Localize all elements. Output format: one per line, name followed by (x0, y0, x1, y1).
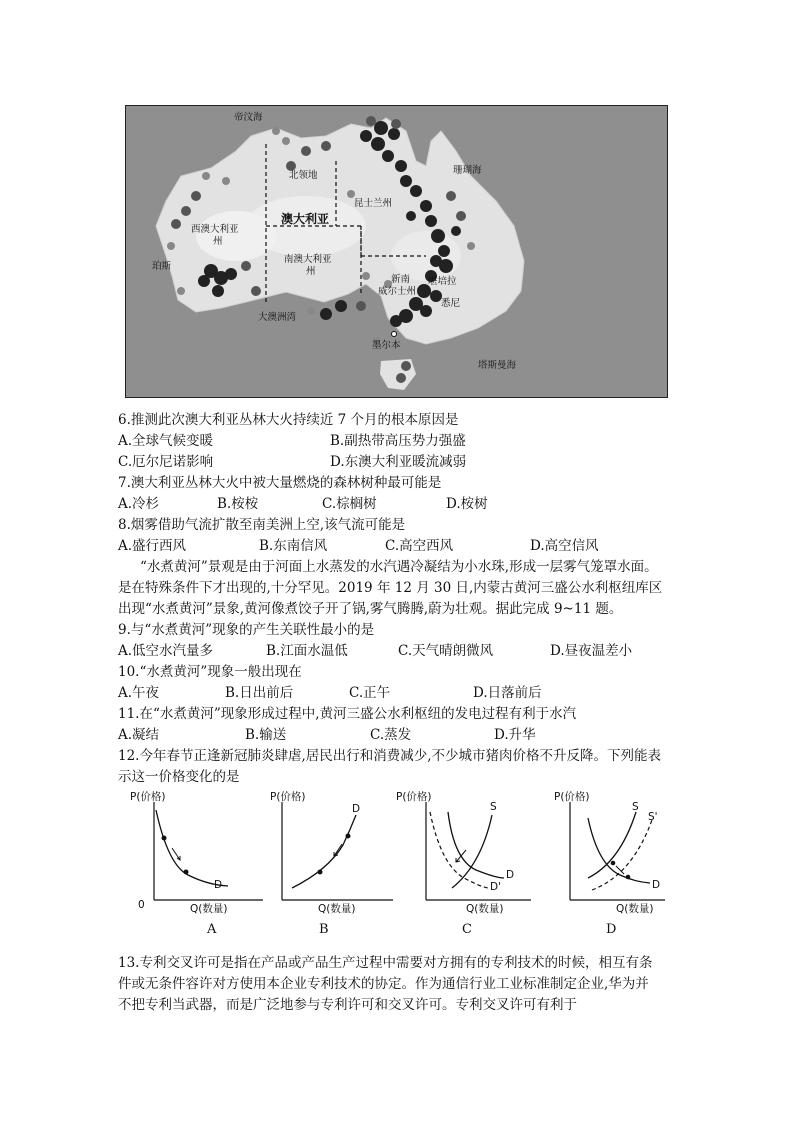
label-canberra: 堪培拉 (428, 276, 457, 287)
graph-d (540, 790, 680, 920)
graph-c-x-axis-label: Q(数量) (466, 903, 504, 915)
label-western-australia-2: 州 (213, 236, 223, 247)
q10-option-a: A.午夜 (118, 685, 160, 701)
graph-c (396, 790, 536, 920)
q10-option-b: B.日出前后 (225, 685, 294, 701)
graph-b-x-axis-label: Q(数量) (318, 903, 356, 915)
graph-d-x-axis-label: Q(数量) (616, 903, 654, 915)
graph-b-demand-curve (292, 815, 356, 888)
graph-c-caption: C (462, 922, 472, 937)
q8-stem: 8.烟雾借助气流扩散至南美洲上空,该气流可能是 (118, 517, 406, 533)
graph-c-d-prime-label: D' (490, 881, 501, 893)
graph-a-demand-curve (156, 810, 228, 886)
q8-option-a: A.盛行西风 (118, 538, 187, 554)
graph-b-y-axis-label: P(价格) (270, 791, 306, 803)
graph-a (128, 790, 268, 920)
q11-option-a: A.凝结 (118, 727, 160, 743)
q9-option-b: B.江面水温低 (266, 643, 348, 659)
q13-line-2: 件或无条件容许对方使用本企业专利技术的协定。作为通信行业工业标准制定企业,华为并 (118, 976, 649, 992)
q8-option-d: D.高空信风 (530, 538, 599, 554)
label-south-australia-2: 州 (306, 266, 316, 277)
passage-line-1: “水煮黄河”景观是由于河面上水蒸发的水汽遇冷凝结为小水珠,形成一层雾气笼罩水面。 (140, 559, 658, 575)
graph-b-caption: B (319, 922, 329, 937)
q9-stem: 9.与“水煮黄河”现象的产生关联性最小的是 (118, 622, 375, 638)
q7-option-d: D.桉树 (446, 496, 488, 512)
label-south-australia: 南澳大利亚 (284, 254, 332, 265)
q11-option-b: B.输送 (245, 727, 287, 743)
label-western-australia: 西澳大利亚 (191, 224, 239, 235)
q6-option-d: D.东澳大利亚暖流减弱 (330, 454, 467, 470)
graph-b-d-label: D (352, 803, 361, 815)
graph-a-y-axis-label: P(价格) (130, 791, 166, 803)
label-nsw-2: 威尔士州 (378, 286, 417, 297)
graph-c-demand-curve (448, 812, 504, 878)
graph-a-caption: A (207, 922, 217, 937)
q13-line-1: 13.专利交叉许可是指在产品或产品生产过程中需要对方拥有的专利技术的时候，相互有条 (118, 955, 653, 971)
graph-d-d-label: D (652, 879, 661, 891)
label-australia: 澳大利亚 (281, 212, 330, 226)
q7-option-a: A.冷杉 (118, 496, 160, 512)
australia-fire-map (125, 105, 668, 398)
q6-option-b: B.副热带高压势力强盛 (330, 433, 466, 449)
graph-b (268, 790, 408, 920)
q12-stem-line-2: 示这一价格变化的是 (118, 769, 240, 785)
q8-option-c: C.高空西风 (385, 538, 454, 554)
graph-c-y-axis-label: P(价格) (396, 791, 432, 803)
q7-stem: 7.澳大利亚丛林大火中被大量燃烧的森林树种最可能是 (118, 475, 442, 491)
q9-option-d: D.昼夜温差小 (550, 643, 633, 659)
q9-option-c: C.天气晴朗微风 (398, 643, 494, 659)
label-northern-territory: 北领地 (289, 170, 318, 181)
q8-option-b: B.东南信风 (259, 538, 328, 554)
graph-c-d-label: D (506, 869, 515, 881)
q13-line-3: 不把专利当武器，而是广泛地参与专利许可和交叉许可。专利交叉许可有利于 (118, 997, 577, 1013)
q10-stem: 10.“水煮黄河”现象一般出现在 (118, 664, 302, 680)
q6-option-a: A.全球气候变暖 (118, 433, 214, 449)
q9-option-a: A.低空水汽量多 (118, 643, 214, 659)
q11-option-d: D.升华 (494, 727, 536, 743)
q7-option-b: B.桉桉 (217, 496, 259, 512)
label-timor-sea: 帝汶海 (234, 112, 263, 123)
label-perth: 珀斯 (152, 261, 172, 272)
q10-option-c: C.正午 (349, 685, 391, 701)
q10-option-d: D.日落前后 (473, 685, 542, 701)
label-melbourne: 墨尔本 (372, 340, 401, 351)
graph-a-x-axis-label: Q(数量) (190, 903, 228, 915)
graph-c-s-label: S (490, 801, 497, 813)
label-queensland: 昆士兰州 (354, 198, 393, 209)
graph-d-s-prime-label: S' (648, 811, 658, 823)
label-tasman-sea: 塔斯曼海 (478, 360, 517, 371)
graph-c-demand-curve-shifted (430, 812, 488, 888)
label-nsw: 新南 (391, 274, 411, 285)
australia-map-graphic (126, 106, 667, 397)
q12-stem-line-1: 12.今年春节正逢新冠肺炎肆虐,居民出行和消费减少,不少城市猪肉价格不升反降。下列能表 (118, 748, 662, 764)
label-coral-sea: 珊瑚海 (453, 165, 482, 176)
q11-stem: 11.在“水煮黄河”现象形成过程中,黄河三盛公水利枢纽的发电过程有利于水汽 (118, 706, 577, 722)
graph-d-s-label: S (632, 801, 639, 813)
graph-d-supply-curve (588, 812, 636, 878)
q11-option-c: C.蒸发 (370, 727, 412, 743)
q6-stem: 6.推测此次澳大利亚丛林大火持续近 7 个月的根本原因是 (118, 412, 459, 428)
label-sydney: 悉尼 (441, 298, 461, 309)
graph-a-d-label: D (214, 879, 223, 891)
graph-d-y-axis-label: P(价格) (554, 791, 590, 803)
q6-option-c: C.厄尔尼诺影响 (118, 454, 214, 470)
graph-d-caption: D (606, 922, 617, 937)
passage-line-3: 出现“水煮黄河”景象,黄河像煮饺子开了锅,雾气腾腾,蔚为壮观。据此完成 9~11 题。 (118, 601, 623, 617)
graph-a-origin: 0 (138, 899, 145, 911)
passage-line-2: 是在特殊条件下才出现的,十分罕见。2019 年 12 月 30 日,内蒙古黄河三盛公水利枢纽库区 (118, 580, 663, 596)
label-great-australian-bight: 大澳洲湾 (258, 312, 297, 323)
q7-option-c: C.棕榈树 (322, 496, 377, 512)
